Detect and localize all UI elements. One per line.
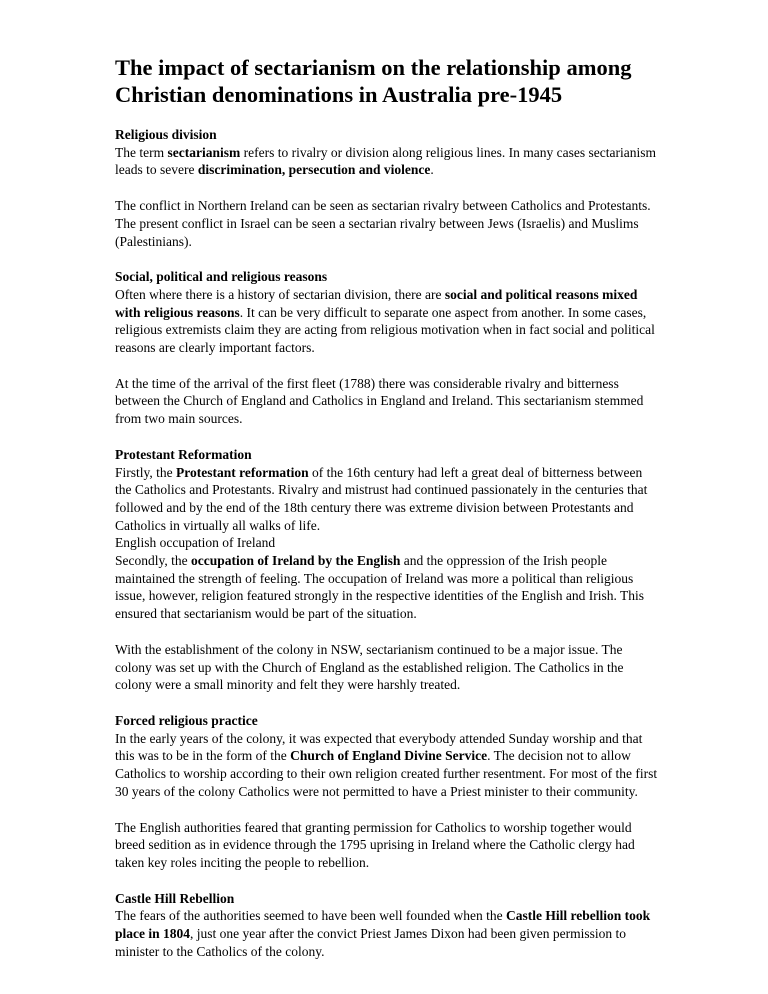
term-sectarianism: sectarianism: [167, 144, 241, 160]
section-heading: English occupation of Ireland: [115, 535, 276, 551]
section-social-political: Social, political and religious reasons Often where there is a history of sectarian division, there are social and political reasons mixed with religious reasons. It can be very difficult to separate one aspect from another. In some cases, religious extremists claim they are acting from religious motivation when in fact social and political reasons are clearly important factors.: [115, 268, 660, 357]
section-forced-religious-practice: Forced religious practice In the early years of the colony, it was expected that everybody attended Sunday worship and that this was to be in the form of the Church of England Divine Service. The decision not to allow Catholics to worship according to their own religion created further resentment. For most of the first 30 years of the colony Catholics were not permitted to have a Priest minister to their community.: [115, 712, 660, 801]
section-heading: Religious division: [115, 127, 217, 142]
paragraph-first-fleet: At the time of the arrival of the first fleet (1788) there was considerable rivalry and bitterness between the Church of England and Catholics in England and Ireland. This sectarianism stemmed from two main sources.: [115, 375, 644, 427]
document-body: [115, 126, 660, 960]
section-heading: Castle Hill Rebellion: [115, 890, 235, 906]
section-heading: Social, political and religious reasons: [115, 269, 328, 285]
term-occupation-of-ireland: occupation of Ireland by the English: [190, 553, 401, 569]
document-page: [115, 54, 660, 978]
document-title: The impact of sectarianism on the relationship among Christian denominations in Australia pre-1945: [115, 55, 632, 107]
term-discrimination: discrimination, persecution and violence: [197, 162, 431, 178]
term-protestant-reformation: Protestant reformation: [176, 464, 309, 480]
section-heading: Forced religious practice: [115, 712, 258, 728]
term-castle-hill-rebellion: Castle Hill rebellion took place in 1804: [115, 908, 651, 942]
section-english-occupation: English occupation of Ireland Secondly, the occupation of Ireland by the English and the oppression of the Irish people maintained the strength of feeling. The occupation of Ireland was more a political than religious issue, however, religion featured strongly in the respective identities of the English and Irish. This ensured that sectarianism would be part of the situation.: [115, 534, 660, 623]
section-religious-division: Religious division The term sectarianism refers to rivalry or division along religious lines. In many cases sectarianism leads to severe discrimination, persecution and violence.: [115, 126, 660, 179]
paragraph-colony-nsw: With the establishment of the colony in NSW, sectarianism continued to be a major issue. The colony was set up with the Church of England as the established religion. The Catholics in the colony were a small minority and felt they were harshly treated.: [115, 641, 624, 693]
term-social-political-reasons: social and political reasons mixed with religious reasons: [115, 286, 638, 320]
section-protestant-reformation: Protestant Reformation Firstly, the Protestant reformation of the 16th century had left a great deal of bitterness between the Catholics and Protestants. Rivalry and mistrust had continued passionately in the centuries that followed and by the end of the 18th century there was extreme division between Protestants and Catholics in virtually all walks of life.: [115, 446, 660, 535]
term-divine-service: Church of England Divine Service: [290, 748, 488, 764]
paragraph-conflict-examples: The conflict in Northern Ireland can be seen as sectarian rivalry between Catholics and Protestants. The present conflict in Israel can be seen a sectarian rivalry between Jews (Israelis) and Muslims (Palestinians).: [115, 198, 651, 249]
section-castle-hill-rebellion: Castle Hill Rebellion The fears of the authorities seemed to have been well founded when the Castle Hill rebellion took place in 1804, just one year after the convict Priest James Dixon had been given permission to minister to the Catholics of the colony.: [115, 890, 660, 961]
paragraph-english-authorities: The English authorities feared that granting permission for Catholics to worship together would breed sedition as in evidence through the 1795 uprising in Ireland where the Catholic clergy had taken key roles inciting the people to rebellion.: [115, 819, 635, 870]
section-heading: Protestant Reformation: [115, 446, 252, 462]
